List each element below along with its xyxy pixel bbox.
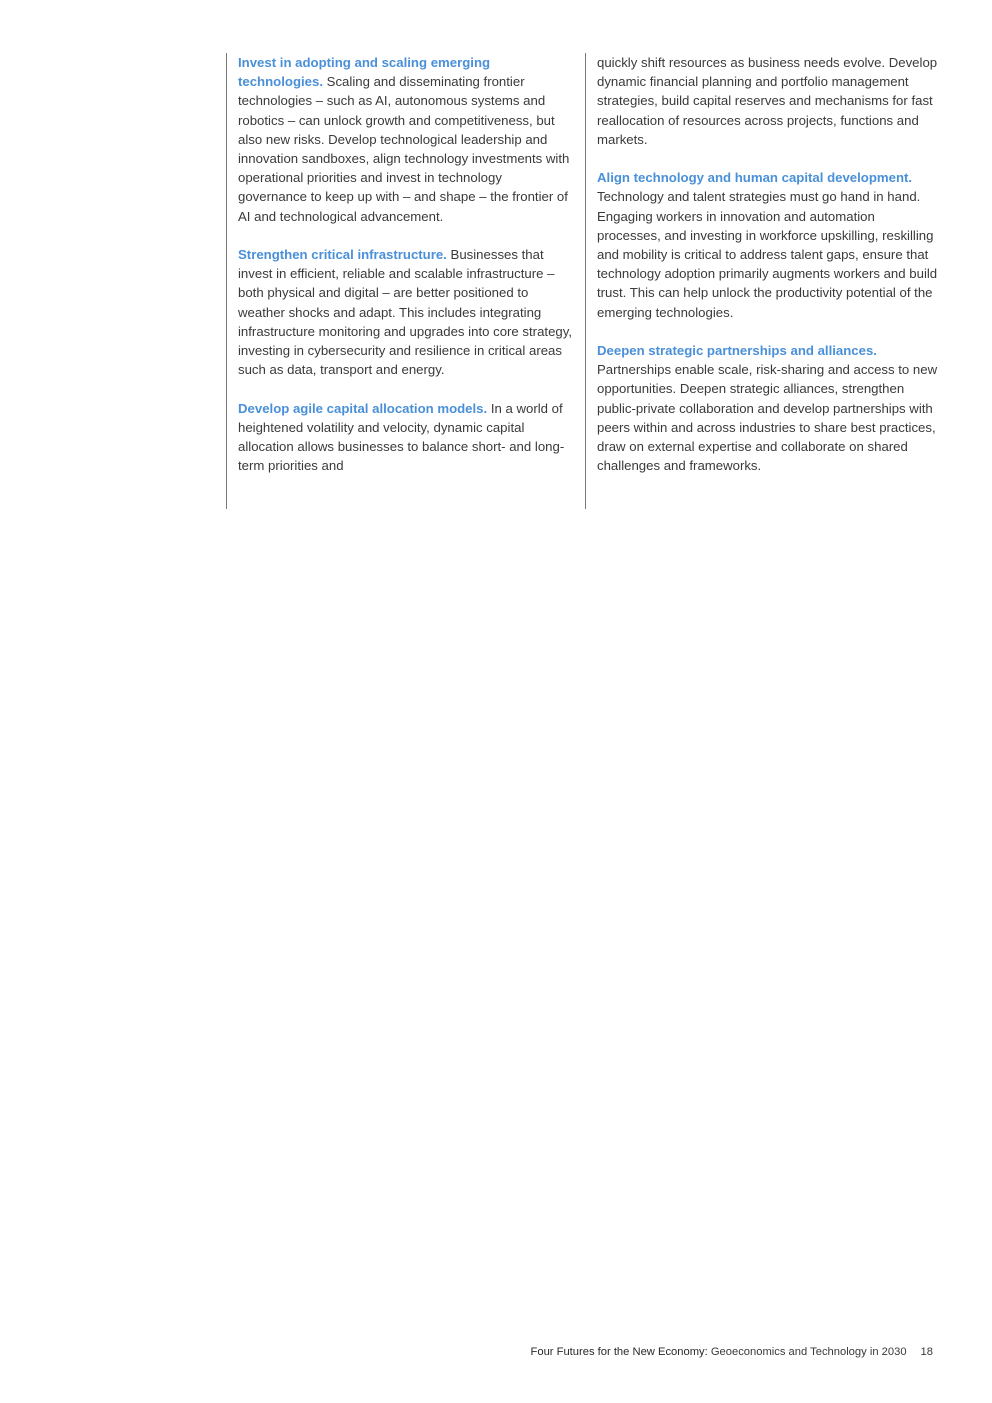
- paragraph-human-capital: [597, 168, 940, 322]
- paragraph-capital-allocation: [238, 399, 574, 476]
- page-footer: [531, 1346, 933, 1358]
- right-column: [585, 53, 940, 509]
- page-number: 18: [920, 1346, 933, 1358]
- paragraph-heading: Align technology and human capital development.: [597, 170, 913, 186]
- paragraph-body: Businesses that invest in efficient, reliable and scalable infrastructure – both physical and digital – are better positioned to weather shocks and adapt. This includes integrating infrastructure monitoring and upgrades into core strategy, investing in cybersecurity and resilience in critical areas such as data, transport and energy.: [238, 247, 573, 378]
- paragraph-emerging-technologies: [238, 53, 574, 226]
- left-column: [226, 53, 574, 509]
- paragraph-heading: Strengthen critical infrastructure.: [238, 247, 447, 263]
- paragraph-partnerships: [597, 341, 940, 475]
- paragraph-heading: Deepen strategic partnerships and alliances.: [597, 343, 877, 359]
- paragraph-critical-infrastructure: [238, 245, 574, 379]
- footer-title-sub: Geoeconomics and Technology in 2030: [707, 1346, 907, 1358]
- paragraph-heading: Invest in adopting and scaling emerging technologies.: [238, 55, 491, 90]
- paragraph-body: Technology and talent strategies must go hand in hand. Engaging workers in innovation and automation processes, and investing in workforce upskilling, reskilling and mobility is critical to address talent gaps, ensure that technology adoption primarily augments workers and build trust. This can help unlock the productivity potential of the emerging technologies.: [597, 189, 938, 320]
- footer-title-main: Four Futures for the New Economy:: [530, 1346, 708, 1358]
- paragraph-body: Scaling and disseminating frontier technologies – such as AI, autonomous systems and robotics – can unlock growth and competitiveness, but also new risks. Develop technological leadership and innovation sandboxes, align technology investments with operational priorities and invest in technology governance to keep up with – and shape – the frontier of AI and technological advancement.: [238, 74, 570, 224]
- paragraph-body: Partnerships enable scale, risk-sharing and access to new opportunities. Deepen strategic alliances, strengthen public-private collaboration and develop partnerships with peers within and across industries to share best practices, draw on external expertise and collaborate on shared challenges and frameworks.: [597, 362, 938, 474]
- paragraph-body: quickly shift resources as business needs evolve. Develop dynamic financial planning and portfolio management strategies, build capital reserves and mechanisms for fast reallocation of resources across projects, functions and markets.: [597, 55, 938, 147]
- paragraph-body: In a world of heightened volatility and velocity, dynamic capital allocation allows businesses to balance short- and long-term priorities and: [238, 400, 565, 474]
- paragraph-heading: Develop agile capital allocation models.: [238, 400, 488, 416]
- paragraph-continuation: [597, 53, 940, 149]
